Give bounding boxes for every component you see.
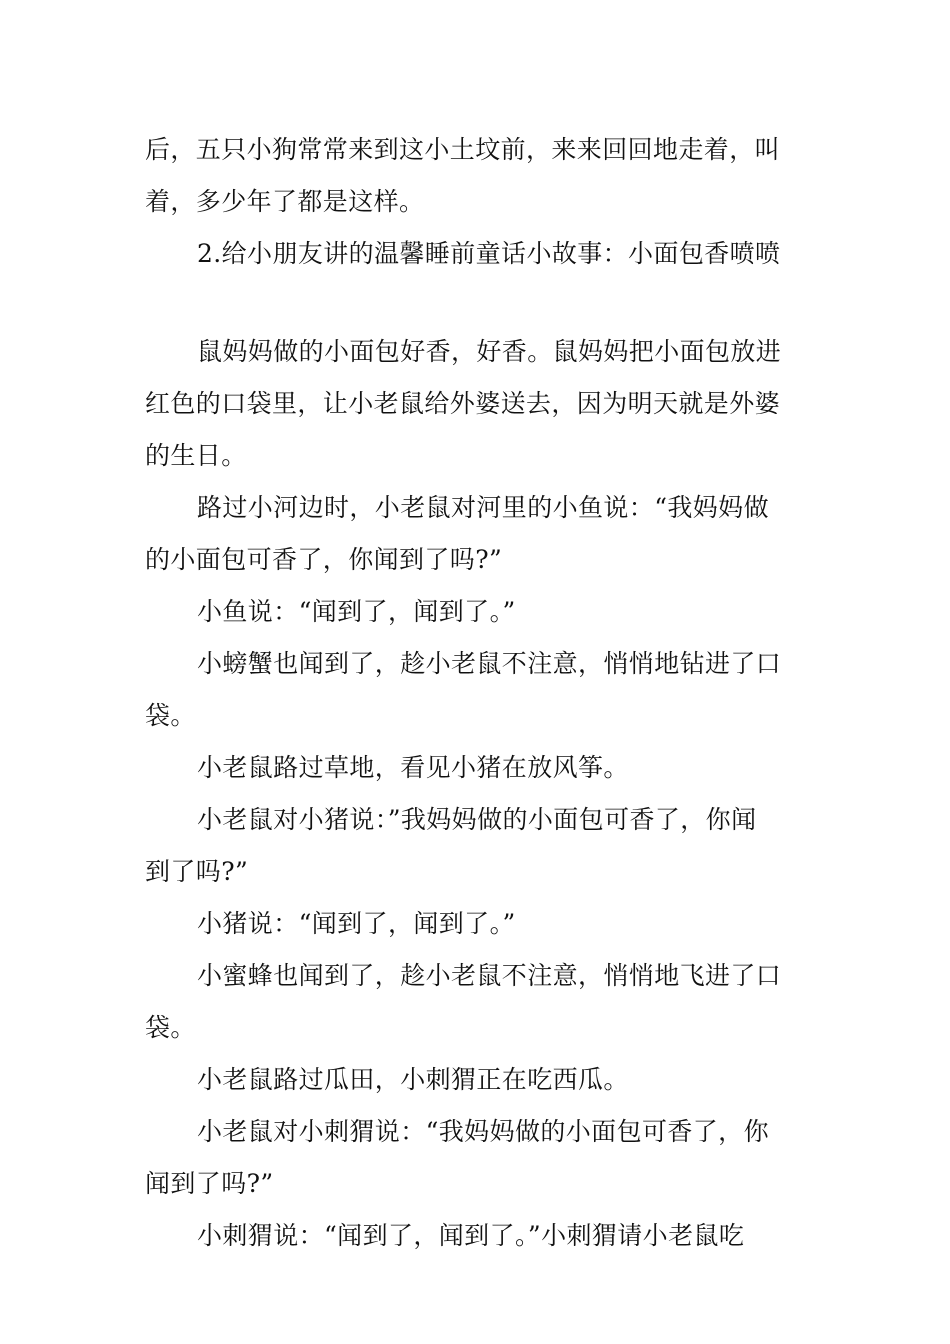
story-body: [145, 326, 807, 1262]
text-line: 小老鼠对小猪说：”我妈妈做的小面包可香了，你闻: [197, 805, 757, 834]
text-line: 到了吗?”: [145, 857, 249, 886]
continued-paragraph: [145, 124, 807, 280]
text-line: 红色的口袋里，让小老鼠给外婆送去，因为明天就是外婆: [145, 389, 781, 418]
section-heading: 2.给小朋友讲的温馨睡前童话小故事：小面包香喷喷: [197, 239, 781, 268]
text-line: 小蜜蜂也闻到了，趁小老鼠不注意，悄悄地飞进了口: [197, 961, 782, 990]
text-line: 的生日。: [145, 441, 247, 470]
text-line: 着，多少年了都是这样。: [145, 187, 425, 216]
text-line: 鼠妈妈做的小面包好香，好香。鼠妈妈把小面包放进: [197, 337, 782, 366]
text-line: 小老鼠对小刺猬说：“我妈妈做的小面包可香了，你: [197, 1117, 769, 1146]
text-line: 袋。: [145, 701, 196, 730]
text-line: 路过小河边时，小老鼠对河里的小鱼说：“我妈妈做: [197, 493, 769, 522]
text-line: 闻到了吗?”: [145, 1169, 274, 1198]
text-line: 后，五只小狗常常来到这小土坟前，来来回回地走着，叫: [145, 135, 781, 164]
text-line: 的小面包可香了，你闻到了吗?”: [145, 545, 503, 574]
text-line: 小猪说：“闻到了，闻到了。”: [197, 909, 516, 938]
text-line: 小螃蟹也闻到了，趁小老鼠不注意，悄悄地钻进了口: [197, 649, 782, 678]
text-line: 小老鼠路过草地，看见小猪在放风筝。: [197, 753, 629, 782]
text-line: 袋。: [145, 1013, 196, 1042]
text-line: 小老鼠路过瓜田，小刺猬正在吃西瓜。: [197, 1065, 629, 1094]
text-line: 小鱼说：“闻到了，闻到了。”: [197, 597, 516, 626]
text-line: 小刺猬说：“闻到了，闻到了。”小刺猬请小老鼠吃: [197, 1221, 745, 1250]
